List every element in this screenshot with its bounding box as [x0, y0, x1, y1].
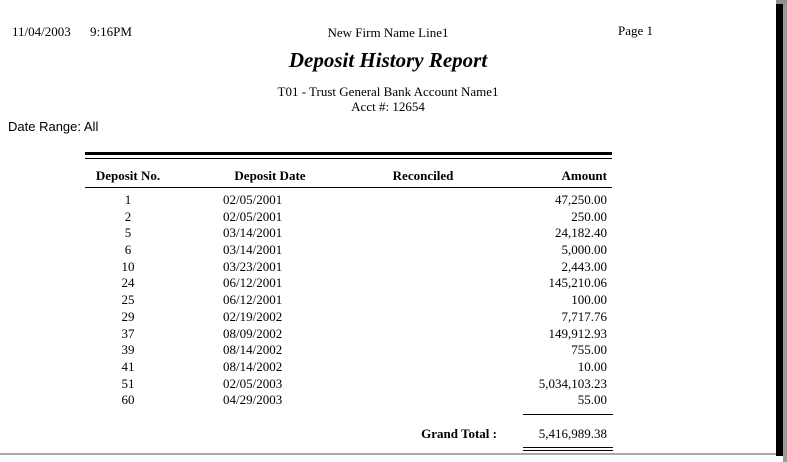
amount-cell: 755.00	[571, 342, 607, 358]
table-row	[0, 292, 787, 309]
table-row	[0, 242, 787, 259]
table-row	[0, 225, 787, 242]
table-row	[0, 392, 787, 409]
deposit-date-cell: 02/05/2003	[223, 375, 283, 391]
table-row	[0, 209, 787, 226]
header-reconciled: Reconciled	[392, 168, 454, 183]
deposit-date-cell: 03/23/2001	[223, 258, 283, 274]
header-deposit-no: Deposit No.	[95, 168, 161, 183]
amount-cell: 149,912.93	[548, 325, 607, 341]
deposit-date-cell: 08/09/2002	[223, 325, 283, 341]
deposit-date-cell: 08/14/2002	[223, 342, 283, 358]
deposit-no-cell: 1	[124, 192, 132, 207]
page-bottom-edge	[0, 453, 776, 455]
deposit-date-cell: 06/12/2001	[223, 275, 283, 291]
amount-subtotal-rule	[523, 414, 613, 415]
table-top-rule-thin	[85, 158, 612, 159]
deposit-date-cell: 02/05/2001	[223, 192, 283, 207]
print-date: 11/04/2003	[12, 24, 71, 39]
grand-total-double-rule-top	[523, 447, 613, 448]
firm-name: New Firm Name Line1	[327, 25, 449, 40]
amount-cell: 10.00	[577, 358, 607, 374]
header-amount: Amount	[561, 168, 607, 183]
amount-cell: 100.00	[571, 292, 607, 308]
deposit-no-cell: 29	[121, 308, 135, 324]
header-deposit-date: Deposit Date	[234, 168, 306, 183]
deposit-date-cell: 03/14/2001	[223, 225, 283, 241]
table-row	[0, 359, 787, 376]
deposit-no-cell: 41	[121, 358, 135, 374]
amount-cell: 250.00	[571, 208, 607, 224]
deposit-date-cell: 02/05/2001	[223, 208, 283, 224]
deposit-date-cell: 06/12/2001	[223, 292, 283, 308]
amount-cell: 7,717.76	[561, 308, 607, 324]
deposit-date-cell: 04/29/2003	[223, 392, 283, 408]
date-range-label: Date Range: All	[8, 119, 99, 134]
grand-total-amount: 5,416,989.38	[538, 426, 607, 441]
account-number-line: Acct #: 12654	[351, 99, 425, 114]
deposit-no-cell: 25	[121, 292, 135, 308]
deposit-no-cell: 60	[121, 392, 135, 408]
report-title: Deposit History Report	[288, 48, 488, 72]
deposit-date-cell: 08/14/2002	[223, 358, 283, 374]
table-row	[0, 342, 787, 359]
deposit-no-cell: 10	[121, 258, 135, 274]
table-top-rule-thick	[85, 152, 612, 155]
table-row	[0, 192, 787, 209]
amount-cell: 24,182.40	[555, 225, 607, 241]
page-shadow-right	[776, 4, 783, 456]
page-number: Page 1	[618, 23, 654, 38]
deposit-date-cell: 03/14/2001	[223, 242, 283, 258]
account-name-line: T01 - Trust General Bank Account Name1	[277, 84, 499, 99]
amount-cell: 55.00	[577, 392, 607, 408]
table-row	[0, 326, 787, 343]
amount-cell: 145,210.06	[548, 275, 607, 291]
table-row	[0, 309, 787, 326]
print-time: 9:16PM	[90, 24, 132, 39]
deposit-no-cell: 51	[121, 375, 135, 391]
deposit-no-cell: 5	[124, 225, 132, 241]
window-background-right	[783, 4, 787, 462]
deposit-rows	[0, 192, 787, 409]
table-row	[0, 275, 787, 292]
grand-total-label: Grand Total :	[421, 426, 497, 441]
deposit-no-cell: 39	[121, 342, 135, 358]
deposit-no-cell: 6	[124, 242, 132, 258]
deposit-no-cell: 2	[124, 208, 132, 224]
amount-cell: 2,443.00	[561, 258, 607, 274]
deposit-no-cell: 24	[121, 275, 135, 291]
amount-cell: 5,000.00	[561, 242, 607, 258]
amount-cell: 47,250.00	[555, 192, 607, 207]
table-row	[0, 259, 787, 276]
grand-total-double-rule-bottom	[523, 450, 613, 451]
amount-cell: 5,034,103.23	[538, 375, 607, 391]
deposit-no-cell: 37	[121, 325, 135, 341]
deposit-date-cell: 02/19/2002	[223, 308, 283, 324]
table-header-rule	[85, 187, 612, 188]
table-row	[0, 376, 787, 393]
